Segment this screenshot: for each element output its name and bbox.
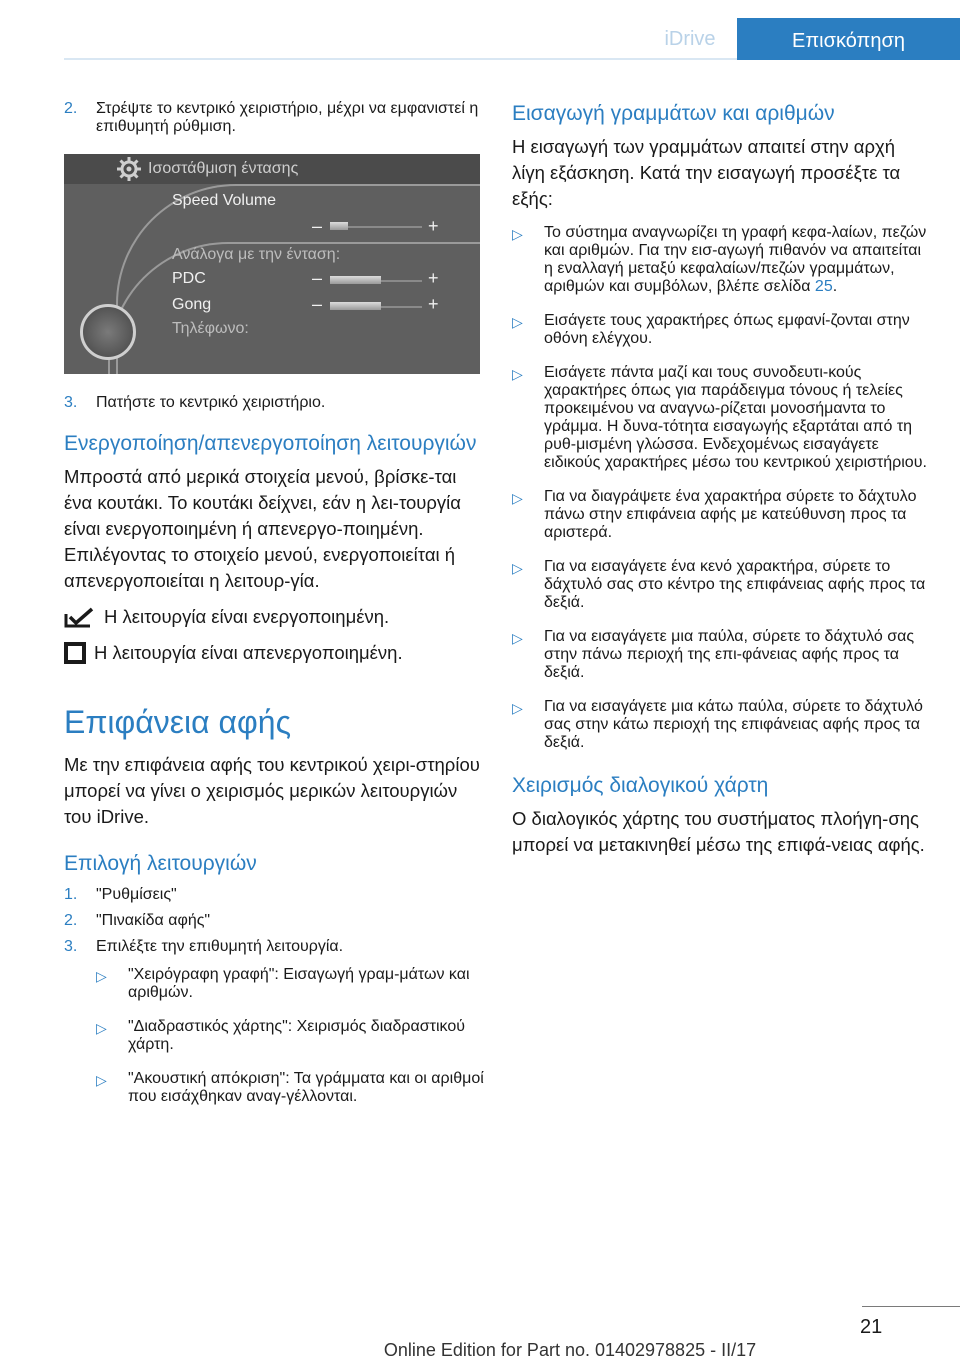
bullet-item <box>512 698 932 752</box>
bullet-text: Για να εισαγάγετε ένα κενό χαρακτήρα, σύρετε το δάχτυλό σας στο κέντρο της επιφάνειας αφής προς τα δεξιά. <box>544 558 926 611</box>
right-column <box>512 100 932 858</box>
bullet-text: Για να εισαγάγετε μια κάτω παύλα, σύρετε το δάχτυλό σας στην κάτω περιοχή της επιφάνειας αφής προς τα δεξιά. <box>544 698 923 751</box>
select-step-2 <box>64 912 484 930</box>
select-steps <box>64 886 484 1106</box>
sub-item-acoustic-feedback <box>96 1070 484 1106</box>
speed-volume-minus: – <box>312 216 323 236</box>
bullet-text-part: Το σύστημα αναγνωρίζει τη γραφή κεφα‐λαίων, πεζών και αριθμών. Για την εισ‐αγωγή πιθανόν να απαιτείται η εναλλαγή μεταξύ κεφαλαίων/πεζών γραμμάτων, αριθμών και συμβόλων, βλέπε σελίδα <box>544 224 927 295</box>
bullet-text: Εισάγετε τους χαρακτήρες όπως εμφανί‐ζονται στην οθόνη ελέγχου. <box>544 312 910 347</box>
screen-subheading: Ανάλογα με την ένταση: <box>172 246 341 263</box>
footer-edition: Online Edition for Part no. 01402978825 - II/17 <box>383 1340 757 1360</box>
heading-interactive-map: Χειρισμός διαλογικού χάρτη <box>512 774 769 797</box>
triangle-bullet-icon: ▷ <box>96 1020 107 1036</box>
select-step-3 <box>64 938 484 956</box>
triangle-bullet-icon: ▷ <box>512 490 523 506</box>
paragraph-touchpad: Με την επιφάνεια αφής του κεντρικού χειρι‐στηρίου μπορεί να γίνει ο χειρισμός μερικών λειτουργιών του iDrive. <box>64 754 480 827</box>
sub-item-text: "Διαδραστικός χάρτης": Χειρισμός διαδραστικού χάρτη. <box>128 1018 465 1053</box>
sub-item-text: "Χειρόγραφη γραφή": Εισαγωγή γραμ‐μάτων και αριθμών. <box>128 966 470 1001</box>
controller-knob-icon <box>80 304 136 360</box>
bullet-text: Για να διαγράψετε ένα χαρακτήρα σύρετε το δάχτυλο πάνω στην επιφάνεια αφής με κατεύθυνση προς τα αριστερά. <box>544 488 917 541</box>
gong-plus: + <box>428 294 439 314</box>
triangle-bullet-icon: ▷ <box>512 226 523 242</box>
heading-toggle-functions: Ενεργοποίηση/απενεργοποίηση λειτουργιών <box>64 432 477 455</box>
heading-touchpad: Επιφάνεια αφής <box>64 704 292 740</box>
page-link[interactable]: 25 <box>814 278 833 295</box>
triangle-bullet-icon: ▷ <box>512 630 523 646</box>
enabled-text: Η λειτουργία είναι ενεργοποιημένη. <box>104 606 390 627</box>
enabled-row <box>64 606 484 628</box>
bullet-item <box>512 628 932 682</box>
sub-item-interactive-map <box>96 1018 484 1054</box>
footer-rule <box>862 1306 960 1307</box>
triangle-bullet-icon: ▷ <box>96 968 107 984</box>
page-number: 21 <box>860 1316 883 1338</box>
step-number: 3. <box>64 938 78 955</box>
pdc-plus: + <box>428 268 439 288</box>
paragraph-toggle: Μπροστά από μερικά στοιχεία μενού, βρίσκε‐ται ένα κουτάκι. Το κουτάκι δείχνει, εάν η λει‐τουργία είναι ενεργοποιημένη ή απενεργο‐ποιημένη. Επιλέγοντας το στοιχείο μενού, ενεργοποιείται ή απενεργοποιείται η λειτουρ‐γία. <box>64 466 461 591</box>
bullet-item <box>512 364 932 472</box>
triangle-bullet-icon: ▷ <box>512 560 523 576</box>
step-number: 3. <box>64 394 78 411</box>
pdc-label: PDC <box>172 270 206 287</box>
triangle-bullet-icon: ▷ <box>512 366 523 382</box>
bullet-text: Εισάγετε πάντα μαζί και τους συνοδευτι‐κούς χαρακτήρες όπως για παράδειγμα τόνους ή τελείες προκειμένου να αναγνω‐ρίζεται μονοσήμαντα το γράμμα. Η δυνα‐τότητα εισαγωγής εξαρτάται από τη ρυθ‐μισμένη γλώσσα. Ενδεχομένως εισαγάγετε ειδικούς χαρακτήρες μέσω του κεντρικού χειριστήριου. <box>544 364 927 471</box>
speed-volume-plus: + <box>428 216 439 236</box>
checkbox-empty-icon <box>64 642 86 664</box>
step-number: 2. <box>64 100 78 117</box>
step-3 <box>64 394 484 412</box>
disabled-row <box>64 642 484 664</box>
step-text: Επιλέξτε την επιθυμητή λειτουργία. <box>96 938 344 955</box>
step-2 <box>64 100 484 136</box>
bullet-text: Για να εισαγάγετε μια παύλα, σύρετε το δάχτυλό σας στην πάνω περιοχή της επι‐φάνειας αφής προς τα δεξιά. <box>544 628 915 681</box>
paragraph-interactive-map: Ο διαλογικός χάρτης του συστήματος πλοήγη‐σης μπορεί να μετακινηθεί μέσω της επιφά‐νειας αφής. <box>512 808 925 855</box>
bullet-item <box>512 488 932 542</box>
volume-settings-screenshot <box>64 154 480 374</box>
screen-title: Ισοστάθμιση έντασης <box>64 154 480 184</box>
gear-icon <box>116 156 142 182</box>
header-tab: Επισκόπηση <box>737 18 960 60</box>
pdc-minus: – <box>312 268 323 288</box>
gong-minus: – <box>312 294 323 314</box>
sub-item-text: "Ακουστική απόκριση": Τα γράμματα και οι αριθμοί που εισάχθηκαν αναγ‐γέλλονται. <box>128 1070 484 1105</box>
speed-volume-bar <box>330 222 348 230</box>
triangle-bullet-icon: ▷ <box>96 1072 107 1088</box>
step-text: Πατήστε το κεντρικό χειριστήριο. <box>96 394 326 411</box>
bullet-item <box>512 224 932 296</box>
heading-character-input: Εισαγωγή γραμμάτων και αριθμών <box>512 102 835 125</box>
bullet-text <box>544 224 932 296</box>
phone-label: Τηλέφωνο: <box>172 320 249 337</box>
heading-select-functions: Επιλογή λειτουργιών <box>64 852 257 875</box>
checkbox-checked-icon <box>64 606 96 628</box>
header-section: iDrive <box>664 28 716 50</box>
step-text: "Ρυθμίσεις" <box>96 886 177 903</box>
left-column <box>64 100 484 1122</box>
bullet-item <box>512 558 932 612</box>
bullet-text-end: . <box>832 278 838 295</box>
step-text: Στρέψτε το κεντρικό χειριστήριο, μέχρι να εμφανιστεί η επιθυμητή ρύθμιση. <box>96 100 479 135</box>
speed-volume-label: Speed Volume <box>172 192 277 209</box>
step-number: 1. <box>64 886 78 903</box>
step-number: 2. <box>64 912 78 929</box>
sub-item-handwriting <box>96 966 484 1002</box>
pdc-bar <box>330 276 381 284</box>
bullet-item <box>512 312 932 348</box>
select-step-1 <box>64 886 484 904</box>
gong-label: Gong <box>172 296 212 313</box>
disabled-text: Η λειτουργία είναι απενεργοποιημένη. <box>94 642 403 663</box>
triangle-bullet-icon: ▷ <box>512 314 523 330</box>
step-text: "Πινακίδα αφής" <box>96 912 211 929</box>
gong-bar <box>330 302 381 310</box>
triangle-bullet-icon: ▷ <box>512 700 523 716</box>
paragraph-character-input: Η εισαγωγή των γραμμάτων απαιτεί στην αρχή λίγη εξάσκηση. Κατά την εισαγωγή προσέξτε τα εξής: <box>512 136 901 209</box>
